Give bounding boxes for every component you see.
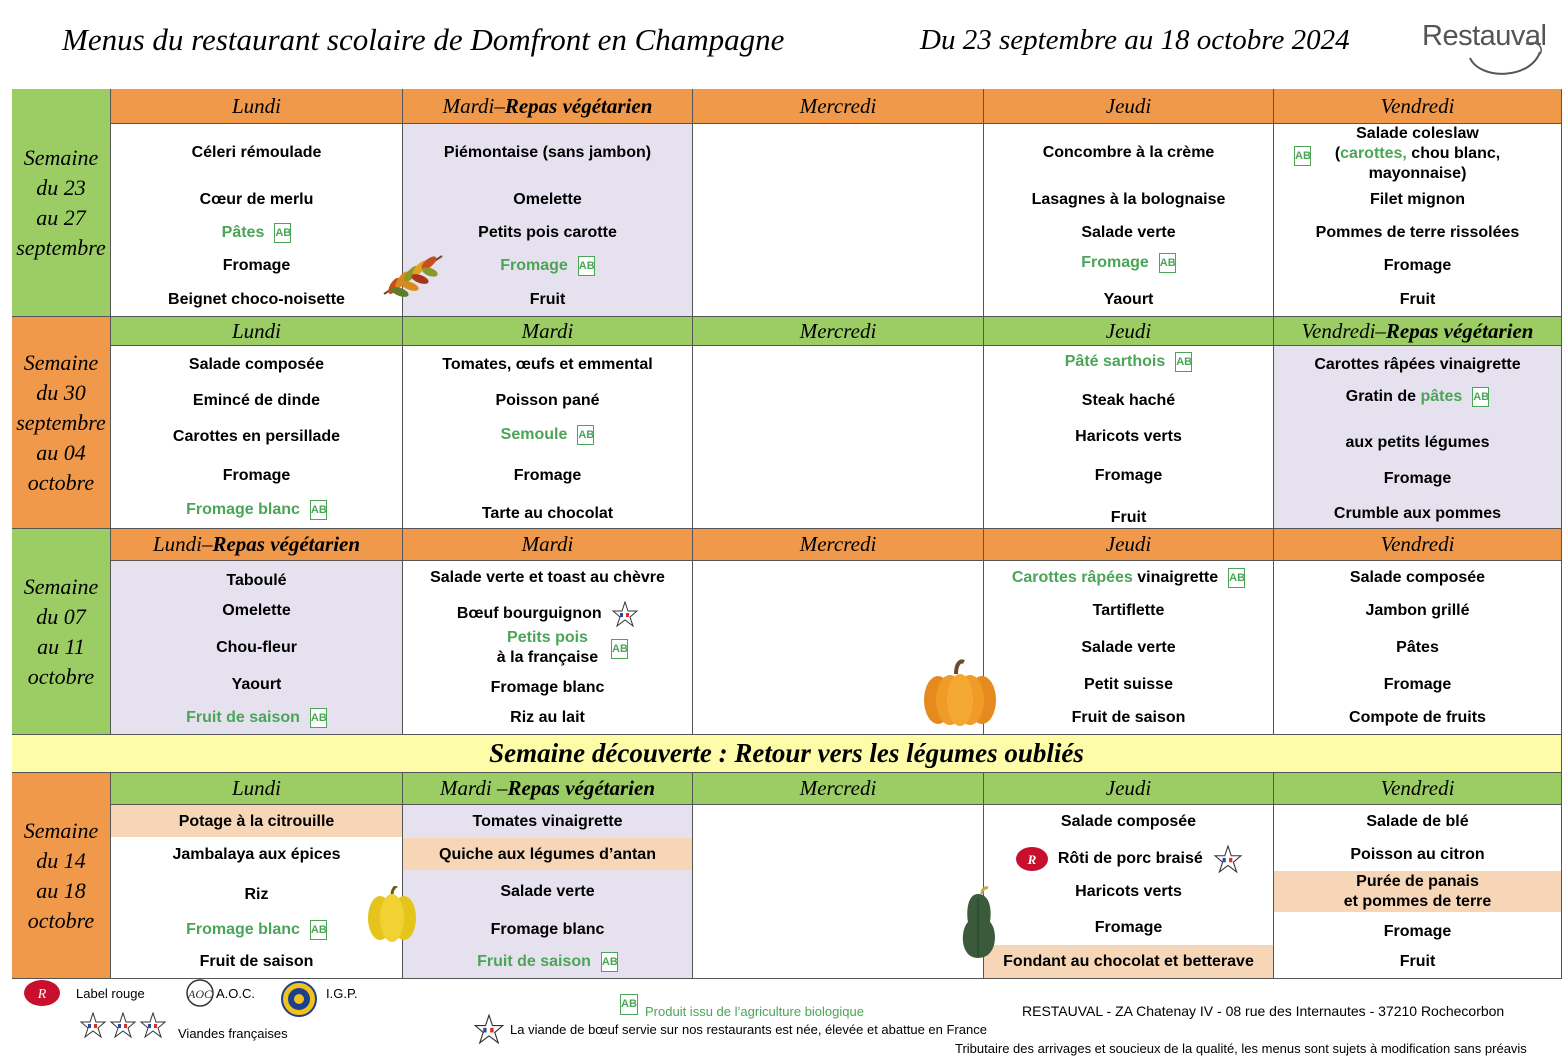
menu-item: Carottes râpées vinaigrette	[1314, 356, 1521, 373]
menu-item: Petits pois	[507, 629, 588, 646]
menu-item: Emincé de dinde	[192, 392, 321, 409]
menu-item: Semoule AB	[500, 426, 595, 444]
menu-item: Fromage blanc	[490, 921, 605, 938]
ab-bio-icon: AB	[1175, 352, 1192, 372]
menu-item: Poisson pané	[495, 392, 600, 409]
menu-item: Fromage blanc AB	[186, 921, 327, 939]
legend-viandes: Viandes françaises	[178, 1026, 288, 1041]
menu-item: Taboulé	[226, 572, 287, 589]
week-4-head-lundi: Lundi	[111, 773, 403, 805]
week-2-head-vendredi: Vendredi– Repas végétarien	[1274, 317, 1562, 346]
week-4-label: Semaine du 14 au 18 octobre	[12, 773, 111, 979]
week-4-jeudi	[984, 805, 1274, 979]
menu-item: Salade coleslaw	[1356, 125, 1479, 142]
menu-item: Tomates, œufs et emmental	[442, 356, 653, 373]
week-4-head-mardi: Mardi – Repas végétarien	[403, 773, 693, 805]
week-4-mardi	[403, 805, 693, 979]
ab-bio-icon: AB	[611, 639, 628, 659]
week-2-mardi	[403, 346, 693, 529]
restauval-address: RESTAUVAL - ZA Chatenay IV - 08 rue des Internautes - 37210 Rochecorbon	[1022, 1003, 1505, 1019]
menu-item: Salade de blé	[1366, 813, 1469, 830]
ab-bio-icon: AB	[274, 223, 291, 243]
menu-item: Salade verte	[1081, 224, 1176, 241]
ab-bio-icon: AB	[1159, 253, 1176, 273]
menu-item: Tartiflette	[1092, 602, 1165, 619]
week-3-head-mercredi: Mercredi	[693, 529, 984, 561]
menu-item: Purée de panais	[1356, 873, 1479, 890]
menu-item: Yaourt	[231, 676, 282, 693]
menu-item: Carottes râpées vinaigrette AB	[1011, 569, 1246, 587]
menu-item: Omelette	[513, 191, 582, 208]
logo-text: Restauval	[1422, 20, 1547, 52]
week-3-vendredi	[1274, 561, 1562, 735]
week-4-lundi	[111, 805, 403, 979]
viande-francaise-icon	[80, 1012, 170, 1040]
menu-item: Fruit de saison	[1071, 709, 1186, 726]
menu-table	[12, 89, 1562, 979]
menu-item: Fromage AB	[1081, 254, 1176, 272]
menu-item: Beignet choco-noisette	[168, 291, 345, 308]
svg-text:R: R	[37, 987, 47, 1002]
menu-item: Fruit de saison AB	[477, 953, 618, 971]
menu-item: Filet mignon	[1369, 191, 1466, 208]
week-3-label: Semaine du 07 au 11 octobre	[12, 529, 111, 735]
menu-item: Fruit	[529, 291, 566, 308]
menu-item: à la française	[496, 649, 599, 666]
menu-item: Compote de fruits	[1349, 709, 1486, 726]
menu-item: Jambalaya aux épices	[172, 846, 341, 863]
week-3-jeudi	[984, 561, 1274, 735]
svg-text:AOC: AOC	[188, 987, 212, 1001]
menu-item: Tarte au chocolat	[481, 505, 614, 522]
menu-item: Petits pois carotte	[478, 224, 617, 241]
week-1-label: Semaine du 23 au 27 septembre	[12, 89, 111, 317]
menu-item: et pommes de terre	[1343, 893, 1492, 910]
legend-aoc: A.O.C.	[216, 986, 256, 1001]
menu-item: Pommes de terre rissolées	[1315, 224, 1520, 241]
ab-bio-icon: AB	[620, 994, 638, 1015]
week-4-head-jeudi: Jeudi	[984, 773, 1274, 805]
menu-item: Fromage AB	[500, 257, 595, 275]
menu-item: Crumble aux pommes	[1333, 505, 1502, 522]
menu-item: Fromage	[1383, 923, 1452, 940]
week-4-head-mercredi: Mercredi	[693, 773, 984, 805]
ab-bio-icon: AB	[601, 952, 618, 972]
menu-item: Salade verte	[1081, 639, 1176, 656]
week-2-vendredi	[1274, 346, 1562, 529]
menu-item: Pâtes AB	[221, 224, 292, 242]
week-2-mercredi	[693, 346, 984, 529]
menu-item: R Rôti de porc braisé	[984, 845, 1273, 873]
autumn-leaf-icon	[380, 250, 446, 300]
label-rouge-icon	[22, 978, 62, 1008]
ab-bio-icon: AB	[1294, 146, 1311, 166]
menu-item: Fromage	[1383, 257, 1452, 274]
week-2-label: Semaine du 30 septembre au 04 octobre	[12, 317, 111, 529]
week-4-head-vendredi: Vendredi	[1274, 773, 1562, 805]
menu-item: Piémontaise (sans jambon)	[443, 144, 652, 161]
menu-item: Fondant au chocolat et betterave	[1003, 953, 1254, 970]
menu-item: Fruit	[1399, 291, 1436, 308]
menu-item: Pâtes	[1396, 639, 1439, 656]
legend-bio: Produit issu de l’agriculture biologique	[645, 1004, 864, 1019]
week-1-vendredi	[1274, 124, 1562, 317]
week-1-head-lundi: Lundi	[111, 89, 403, 124]
week-4-mercredi	[693, 805, 984, 979]
week-3-head-jeudi: Jeudi	[984, 529, 1274, 561]
modification-notice: Tributaire des arrivages et soucieux de la qualité, les menus sont sujets à modification sans préavis	[955, 1041, 1527, 1056]
week-1-head-jeudi: Jeudi	[984, 89, 1274, 124]
legend-boeuf: La viande de bœuf servie sur nos restaurants est née, élevée et abattue en France	[510, 1022, 987, 1037]
decouverte-banner: Semaine découverte : Retour vers les légumes oubliés	[12, 735, 1562, 773]
ab-bio-icon: AB	[1472, 387, 1489, 407]
menu-item: Céleri rémoulade	[191, 144, 322, 161]
menu-item: Cœur de merlu	[199, 191, 314, 208]
menu-item: Petit suisse	[1084, 676, 1173, 693]
week-2-head-jeudi: Jeudi	[984, 317, 1274, 346]
restauval-logo	[1418, 14, 1558, 76]
legend-label-rouge: Label rouge	[76, 986, 145, 1001]
week-2-jeudi	[984, 346, 1274, 529]
viande-francaise-icon	[612, 601, 638, 627]
week-3-lundi	[111, 561, 403, 735]
menu-item: Jambon grillé	[1365, 602, 1470, 619]
ab-bio-icon: AB	[310, 920, 327, 940]
legend-igp: I.G.P.	[326, 986, 358, 1001]
menu-item: Lasagnes à la bolognaise	[1031, 191, 1226, 208]
ab-bio-icon: AB	[310, 500, 327, 520]
menu-item: Poisson au citron	[1350, 846, 1485, 863]
week-1-mardi	[403, 124, 693, 317]
menu-item: Gratin de pâtes AB	[1345, 388, 1490, 406]
menu-item: Pâté sarthois AB	[1064, 353, 1193, 371]
menu-item: aux petits légumes	[1345, 434, 1490, 451]
menu-item: Riz	[244, 886, 269, 903]
week-1-head-mardi: Mardi– Repas végétarien	[403, 89, 693, 124]
week-2-lundi	[111, 346, 403, 529]
week-1-lundi	[111, 124, 403, 317]
menu-item: Bœuf bourguignon	[403, 601, 692, 627]
menu-item: Fruit	[1399, 953, 1436, 970]
menu-item: Quiche aux légumes d’antan	[439, 846, 656, 863]
menu-item: Concombre à la crème	[1042, 144, 1215, 161]
green-squash-icon	[960, 886, 998, 962]
menu-item: Fruit	[1110, 509, 1147, 526]
menu-item: Fromage	[1094, 467, 1163, 484]
week-4-vendredi	[1274, 805, 1562, 979]
ab-bio-icon: AB	[577, 425, 594, 445]
viande-francaise-icon	[1213, 845, 1243, 873]
week-2-head-mercredi: Mercredi	[693, 317, 984, 346]
menu-item: Fromage	[222, 467, 291, 484]
menu-item: Fruit de saison	[199, 953, 314, 970]
menu-item: Salade verte	[500, 883, 595, 900]
week-3-head-lundi: Lundi– Repas végétarien	[111, 529, 403, 561]
week-2-head-lundi: Lundi	[111, 317, 403, 346]
week-3-head-vendredi: Vendredi	[1274, 529, 1562, 561]
ab-bio-icon: AB	[1228, 568, 1245, 588]
menu-item: Salade composée	[1349, 569, 1486, 586]
week-3-mardi	[403, 561, 693, 735]
menu-item: Fruit de saison AB	[186, 709, 327, 727]
label-rouge-icon	[1014, 845, 1050, 873]
menu-item: Fromage blanc	[490, 679, 605, 696]
menu-item: Salade verte et toast au chèvre	[430, 569, 665, 586]
week-1-mercredi	[693, 124, 984, 317]
menu-item: Fromage blanc AB	[186, 501, 327, 519]
menu-item: Haricots verts	[1075, 428, 1182, 445]
menu-item: mayonnaise)	[1368, 165, 1467, 182]
ab-bio-icon: AB	[310, 708, 327, 728]
menu-item: Fromage	[1094, 919, 1163, 936]
aoc-icon	[182, 978, 218, 1008]
menu-item: Carottes en persillade	[172, 428, 341, 445]
date-range: Du 23 septembre au 18 octobre 2024	[920, 24, 1350, 56]
week-1-jeudi	[984, 124, 1274, 317]
week-3-head-mardi: Mardi	[403, 529, 693, 561]
week-1-head-vendredi: Vendredi	[1274, 89, 1562, 124]
menu-item: Fromage	[1383, 470, 1452, 487]
igp-icon	[280, 980, 318, 1018]
yellow-squash-icon	[364, 886, 420, 944]
week-1-head-mercredi: Mercredi	[693, 89, 984, 124]
menu-item: Tomates vinaigrette	[472, 813, 623, 830]
week-2-head-mardi: Mardi	[403, 317, 693, 346]
ab-bio-icon: AB	[578, 256, 595, 276]
pumpkin-icon	[920, 658, 1000, 726]
menu-item: Salade composée	[1060, 813, 1197, 830]
menu-item: Chou-fleur	[216, 639, 297, 656]
menu-item: Potage à la citrouille	[178, 813, 335, 830]
menu-item: Salade composée	[188, 356, 325, 373]
menu-item: Omelette	[222, 602, 291, 619]
menu-item: Yaourt	[1103, 291, 1154, 308]
menu-item: Haricots verts	[1075, 883, 1182, 900]
menu-item: Steak haché	[1081, 392, 1176, 409]
svg-text:R: R	[1027, 852, 1037, 867]
menu-item: Fromage	[513, 467, 582, 484]
menu-item: Fromage	[1383, 676, 1452, 693]
viande-francaise-icon	[474, 1014, 504, 1044]
menu-item: Riz au lait	[510, 709, 585, 726]
menu-item: Fromage	[222, 257, 291, 274]
menu-item: (carottes, chou blanc,	[1334, 145, 1501, 162]
page-title: Menus du restaurant scolaire de Domfront en Champagne	[62, 22, 785, 57]
